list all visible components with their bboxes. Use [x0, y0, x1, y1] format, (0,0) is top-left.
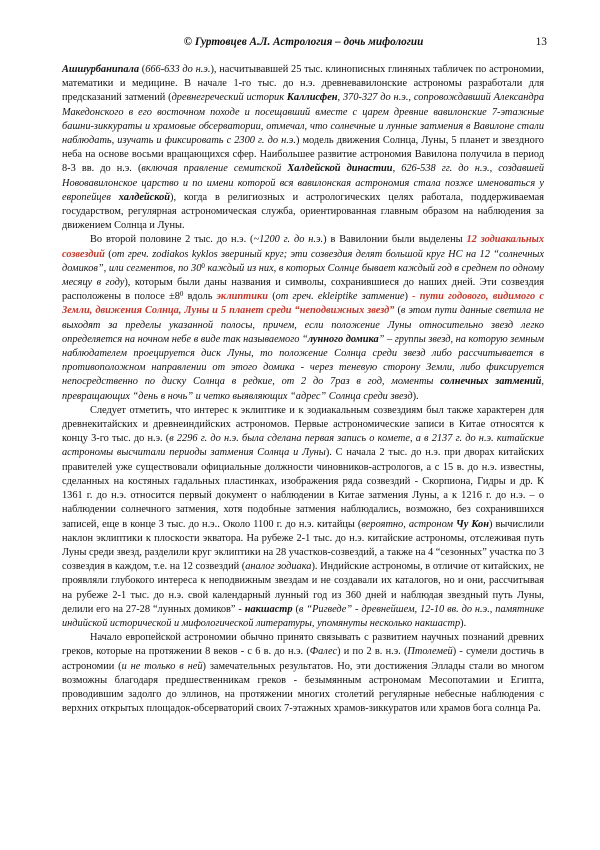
text-run: ) и по 2 в. н.э. (: [337, 646, 408, 658]
text-run: ), когда в религиозных и астрологических целях работала, поддерживаемая государством, регулярная астрономическая служба, ориентированная главным образом на наблюдения за движением Солнца и Луны.: [62, 191, 544, 232]
text-run: Ашшурбанипала: [62, 64, 139, 75]
text-run: ) вычислили наклон эклиптики к плоскости экватора. На рубеже 2-1 тыс. до н.э. китайские астрономы, отслеживая путь Луны среди звезд, разделили круг эклиптики на 28 участков-созвездий, а также на 4 “сезонных” участка по 3 созвездия в каждом, т.е. на 12 созвездий (: [62, 518, 544, 573]
text-run: ). Индийские астрономы, в отличие от китайских, не проявляли глубокого интереса к неподвижным звездам и не создавали их каталогов, но и они, рассчитывая на рубеже 2-1 тыс. до н.э. свой календарный лунный год из 360 дней и наблюдая звездный путь Луны, делили его на 27-28 “лунных домиков” -: [62, 561, 544, 615]
text-run: халдейской: [118, 191, 171, 203]
text-run: вероятно, астроном: [361, 518, 457, 530]
highlighted-term: - пути годового, видимого с Земли, движения Солнца, Луны и 5 планет среди “неподвижных звезд”: [62, 291, 545, 317]
article-body: [62, 63, 544, 716]
text-run: вдоль: [183, 291, 217, 303]
text-run: (: [267, 291, 276, 303]
text-run: аналог зодиака: [245, 561, 312, 573]
text-run: 666-633 до н.э.: [145, 64, 211, 75]
text-run: каждый из них, в которых Солнце бывает каждый год в среднем по одному месяцу в году: [62, 262, 544, 289]
text-run: ): [404, 291, 413, 303]
text-run: ) в Вавилонии были выделены: [323, 234, 467, 246]
text-run: Следует отметить, что интерес к эклиптике и к зодиакальным созвездиям был также характерен для древнекитайских и древнеиндийских астрономов. Первые астрономические записи в Китае относятся к концу 3-го тыс. до н.э. (: [62, 404, 544, 445]
superscript: 0: [201, 261, 205, 270]
page-header: [60, 36, 547, 50]
paragraph: [62, 404, 544, 631]
text-run: (: [139, 64, 146, 75]
highlighted-term: эклиптики: [216, 291, 268, 303]
text-run: солнечных затмений: [440, 376, 542, 388]
text-run: ). С начала 2 тыс. до н.э. при дворах китайских правителей уже существовали официальные должности чиновников-астрологов, а с 15 в. до н.э. известны, сделанных на костяных гадальных пластинках, изображения ряда созвездий - Скорпиона, Гидры и др. К 1361 г. до н.э. относится первый документ о наблюдении в Китае затмения Луны, а к 1216 г. до н.э. – о наблюдении солнечного затмения, хотя подобные затмения наблюдались, возможно, без сохранившихся записей, еще в конце 3 тыс. до н.э.. Около 1100 г. до н.э. китайцы (: [62, 447, 544, 530]
text-run: Во второй половине 2 тыс. до н.э. (: [90, 234, 254, 246]
text-run: , превращающих “день в ночь” и четко выявляющих “адрес” Солнца среди звезд: [62, 376, 544, 402]
text-run: , 370-327 до н.э., сопровождавший Александра Македонского в его восточном походе и посещавший вместе с царем древние вавилонские 7-этажные башни-зиккураты и храмовые обсерватории, отмечал, что солнечные и лунные затмения в Вавилоне стали наблюдать, изучать и фиксировать с 2300 г. до н.э.: [62, 92, 544, 147]
text-run: Каллисфен: [286, 92, 338, 104]
text-run: (: [104, 248, 112, 260]
paragraph: [62, 631, 544, 716]
text-run: накшастр: [244, 603, 293, 615]
text-run: ), насчитывавшей 25 тыс. клинописных глиняных табличек по астрономии, математики и медицине. В начале 1-го тыс. до н.э. древневавилонские астрономы разработали для предсказаний затмений (: [62, 64, 544, 104]
text-run: Халдейской династии: [287, 163, 393, 175]
text-run: , 626-538 гг. до н.э., создавшей Нововавилонское царство и по имени которой вся вавилонская астрономия стала позже именоваться у европейцев: [62, 163, 544, 203]
text-run: (: [394, 305, 401, 317]
text-run: в 2296 г. до н.э. была сделана первая запись о комете, а в 2137 г. до н.э. китайские астрономы высчитали периоды затмения Солнца и Луны: [62, 433, 544, 459]
text-run: включая правление семитской: [141, 163, 288, 175]
paragraph: [62, 63, 544, 233]
text-run: ), которым были даны названия и символы, сохранившиеся до наших дней. Эти созвездия расположены в полосе ±8: [62, 277, 544, 303]
page-number: 13: [535, 36, 547, 48]
text-run: и не только в ней: [121, 660, 203, 672]
text-run: ) замечательных результатов. Но, эти достижения Эллады стали во многом возможны благодаря предшественникам греков - безымянным астрономам Месопотамии и Египта, проводившим задолго до эллинов, на протяжении многих столетий регулярные небесные наблюдения с верхних открытых площадок-обсерваторий своих 7-этажных храмов-зиккуратов или храмов бога солнца Ра.: [62, 660, 545, 715]
text-run: Начало европейской астрономии обычно принято связывать с развитием научных познаний древних греков, которые на протяжении 8 веков - с 6 в. до н.э. (: [62, 632, 544, 658]
text-run: в этом пути данные светила не выходят за пределы указанной полосы, причем, если положение Луны относительно звезд легко определяется на ночном небе в виде так называемого “: [62, 305, 544, 345]
text-run: от греч. zodiakos kyklos звериный круг; эти созвездия делят большой круг НС на 12 “солнечных домиков”, или сегментов, по 30: [62, 248, 545, 274]
text-run: ) - сумели достичь в астрономии (: [62, 646, 545, 672]
text-run: ~1200 г. до н.э.: [253, 234, 324, 246]
paragraph: [62, 233, 544, 403]
text-run: ).: [412, 390, 419, 402]
text-run: лунного домика: [307, 333, 379, 345]
text-run: Чу Кон: [456, 518, 489, 530]
header-title: © Гуртовцев А.Л. Астрология – дочь мифологии: [183, 36, 424, 48]
text-run: ” – группы звезд, на которую земным наблюдателем проецируется диск Луны, то положение Солнца среди звезд либо рассчитывается в противоположном направлении от этого домика - через теневую сторону Земли, либо фиксируется непосредственно по диску Солнца в редкие, от 2 до 7раз в год, моменты: [62, 333, 544, 388]
text-run: (: [292, 603, 299, 615]
text-run: ) модель движения Солнца, Луны, 5 планет и звездного неба на основе восьми вращающихся сфер. Наибольшее развитие астрономия Вавилона получила в период 8-3 вв. до н.э. (: [62, 135, 544, 175]
text-run: от греч. ekleiptike затмение: [275, 291, 405, 303]
text-run: в “Ригведе” - древнейшем, 12-10 вв. до н.э., памятнике индийской исторической и мифологической литературы, упомянуты несколько накшастр: [62, 603, 545, 629]
text-run: ).: [460, 617, 467, 629]
text-run: Птолемей: [407, 646, 453, 658]
text-run: древнегреческий историк: [171, 92, 287, 104]
superscript: 0: [179, 290, 184, 299]
text-run: Фалес: [309, 646, 338, 658]
highlighted-term: 12 зодиакальных созвездий: [62, 234, 544, 260]
